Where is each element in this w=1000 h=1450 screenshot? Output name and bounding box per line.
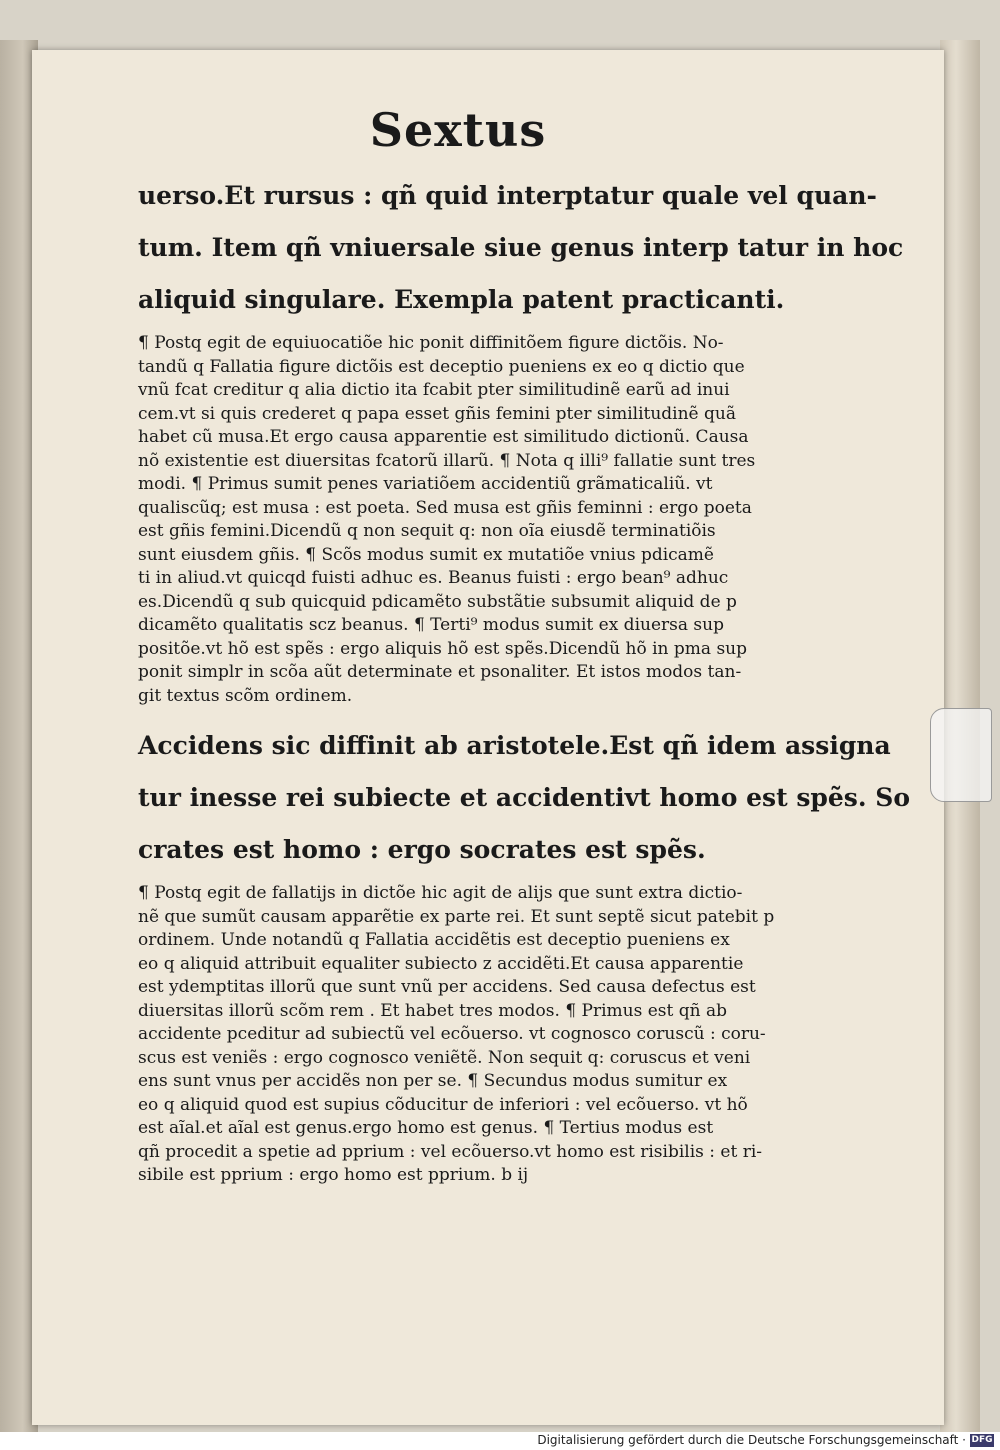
text-line: habet cũ musa.Et ergo causa apparentie est similitudo dictionũ. Causa xyxy=(138,427,749,447)
text-line: cem.vt si quis crederet q papa esset gñis femini pter similitudinẽ quã xyxy=(138,403,736,424)
paragraph-3 xyxy=(138,720,910,876)
digitization-credit: Digitalisierung gefördert durch die Deutsche Forschungsgemeinschaft · xyxy=(537,1433,966,1447)
text-line: nẽ que sumũt causam apparẽtie ex parte rei. Et sunt septẽ sicut patebit p xyxy=(138,906,775,927)
text-line: crates est homo : ergo socrates est spẽs. xyxy=(138,835,706,864)
paragraph-2 xyxy=(138,332,778,708)
paragraph-4 xyxy=(138,882,778,1188)
text-line: modi. ¶ Primus sumit penes variatiõem accidentiũ grãmaticaliũ. vt xyxy=(138,474,713,494)
text-line: sunt eiusdem gñis. ¶ Scõs modus sumit ex mutatiõe vnius pdicamẽ xyxy=(138,544,714,565)
text-line: nõ existentie est diuersitas fcatorũ illarũ. ¶ Nota q illi⁹ fallatie sunt tres xyxy=(138,450,756,471)
text-line: aliquid singulare. Exempla patent practicanti. xyxy=(138,285,785,314)
text-line: ponit simplr in scõa aũt determinate et psonaliter. Et istos modos tan- xyxy=(138,662,742,682)
text-line: dicamẽto qualitatis scz beanus. ¶ Terti⁹ modus sumit ex diuersa sup xyxy=(138,615,724,635)
plastic-clip xyxy=(930,708,992,802)
text-line: tum. Item qñ vniuersale siue genus interp tatur in hoc xyxy=(138,233,904,262)
text-line: ti in aliud.vt quicqd fuisti adhuc es. Beanus fuisti : ergo bean⁹ adhuc xyxy=(138,568,729,588)
text-line: qñ procedit a spetie ad pprium : vel ecõuerso.vt homo est risibilis : et ri- xyxy=(138,1141,763,1162)
text-line: Accidens sic diffinit ab aristotele.Est qñ idem assigna xyxy=(138,731,891,760)
text-line: ordinem. Unde notandũ q Fallatia accidẽtis est deceptio pueniens ex xyxy=(138,930,730,950)
text-line: qualiscũq; est musa : est poeta. Sed musa est gñis feminni : ergo poeta xyxy=(138,497,752,518)
text-line: tur inesse rei subiecte et accidentivt homo est spẽs. So xyxy=(138,783,910,812)
text-line: sibile est pprium : ergo homo est pprium. b ij xyxy=(138,1165,529,1185)
text-line: ¶ Postq egit de fallatijs in dictõe hic agit de alijs que sunt extra dictio- xyxy=(138,883,743,903)
text-line: eo q aliquid attribuit equaliter subiecto z accidẽti.Et causa apparentie xyxy=(138,953,744,974)
text-line: positõe.vt hõ est spẽs : ergo aliquis hõ est spẽs.Dicendũ hõ in pma sup xyxy=(138,638,748,659)
paragraph-1 xyxy=(138,170,904,326)
text-line: uerso.Et rursus : qñ quid interptatur quale vel quan- xyxy=(138,181,877,210)
text-line: git textus scõm ordinem. xyxy=(138,685,353,706)
text-line: est gñis femini.Dicendũ q non sequit q: non oĩa eiusdẽ terminatiõis xyxy=(138,521,716,541)
text-line: tandũ q Fallatia figure dictõis est deceptio pueniens ex eo q dictio que xyxy=(138,356,745,377)
page-header: Sextus xyxy=(369,103,547,157)
text-line: est aĩal.et aĩal est genus.ergo homo est genus. ¶ Tertius modus est xyxy=(138,1118,714,1138)
text-line: es.Dicendũ q sub quicquid pdicamẽto substãtie subsumit aliquid de p xyxy=(138,591,737,612)
text-line: diuersitas illorũ scõm rem . Et habet tres modos. ¶ Primus est qñ ab xyxy=(138,1000,728,1021)
dfg-logo: DFG xyxy=(971,1435,993,1445)
text-line: accidente pceditur ad subiectũ vel ecõuerso. vt cognosco coruscũ : coru- xyxy=(138,1024,766,1044)
text-line: vnũ fcat creditur q alia dictio ita fcabit pter similitudinẽ earũ ad inui xyxy=(138,380,730,400)
text-line: scus est veniẽs : ergo cognosco veniẽtẽ. Non sequit q: coruscus et veni xyxy=(138,1047,751,1068)
text-line: est ydemptitas illorũ que sunt vnũ per accidens. Sed causa defectus est xyxy=(138,977,756,997)
text-line: eo q aliquid quod est supius cõducitur de inferiori : vel ecõuerso. vt hõ xyxy=(138,1094,748,1115)
text-line: ¶ Postq egit de equiuocatiõe hic ponit diffinitõem figure dictõis. No- xyxy=(138,333,724,353)
page-text xyxy=(138,100,910,1194)
text-line: ens sunt vnus per accidẽs non per se. ¶ Secundus modus sumitur ex xyxy=(138,1071,728,1091)
